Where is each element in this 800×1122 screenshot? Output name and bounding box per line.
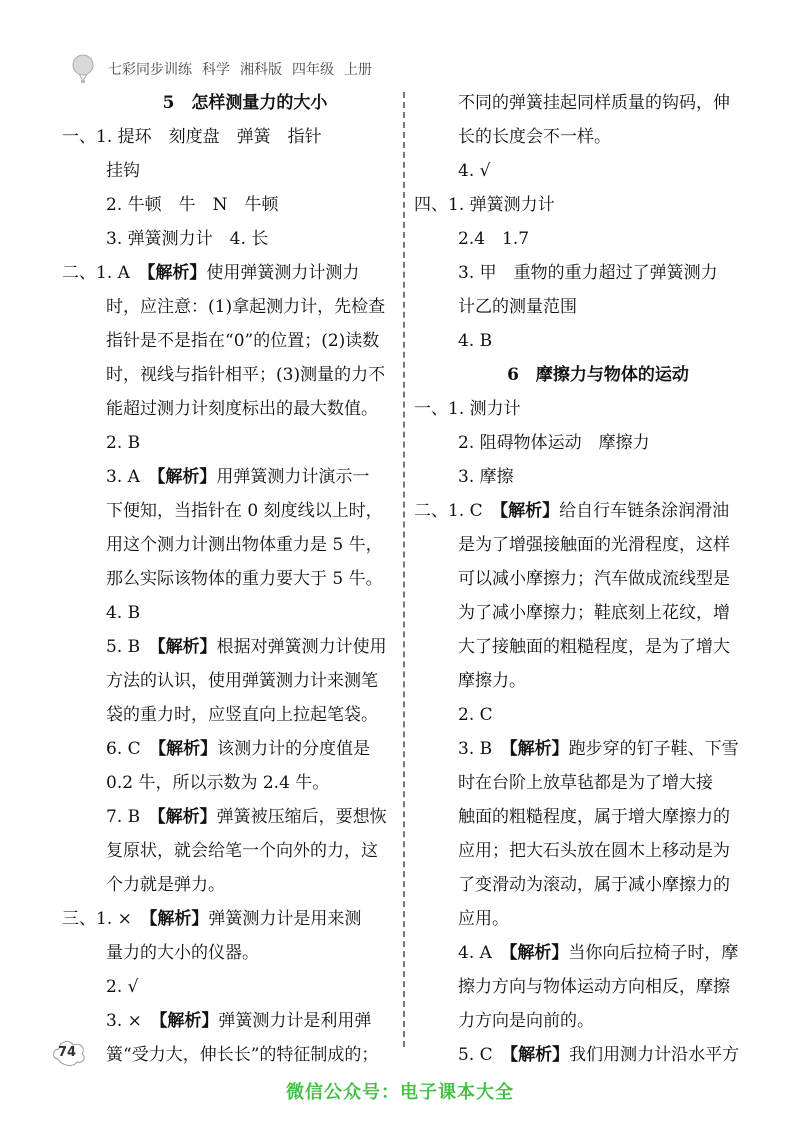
page-number-badge [58, 1045, 76, 1060]
answer-line: 三、1. × 【解析】弹簧测力计是用来测 [62, 909, 362, 929]
answer-line: 2. 牛顿 牛 N 牛顿 [106, 195, 279, 215]
answer-line: 可以减小摩擦力；汽车做成流线型是 [458, 569, 730, 589]
section-title: 6 摩擦力与物体的运动 [507, 365, 689, 385]
answer-line: 4. √ [458, 161, 491, 181]
answer-line: 应用；把大石头放在圆木上移动是为 [458, 841, 730, 861]
answer-line: 2.4 1.7 [458, 229, 530, 249]
analysis-tag: 【解析】 [148, 909, 209, 929]
header-series: 七彩同步训练 [108, 62, 192, 78]
analysis-tag: 【解析】 [157, 637, 217, 657]
analysis-tag: 【解析】 [156, 467, 217, 487]
answer-line: 一、1. 测力计 [414, 399, 521, 419]
analysis-tag: 【解析】 [157, 807, 217, 827]
left-column [62, 86, 398, 1072]
answer-line: 了变滑动为滚动，属于减小摩擦力的 [458, 875, 730, 895]
answer-line: 4. B [458, 331, 493, 351]
answer-line: 2. C [458, 705, 493, 725]
answer-line: 二、1. A 【解析】使用弹簧测力计测力 [62, 263, 360, 283]
answer-line: 四、1. 弹簧测力计 [414, 195, 555, 215]
answer-line: 3. 摩擦 [458, 467, 514, 487]
answer-line: 7. B 【解析】弹簧被压缩后，要想恢 [106, 807, 387, 827]
analysis-tag: 【解析】 [146, 263, 207, 283]
answer-line: 2. 阻碍物体运动 摩擦力 [458, 433, 650, 453]
answer-line: 能超过测力计刻度标出的最大数值。 [106, 399, 378, 419]
answer-line: 复原状，就会给笔一个向外的力，这 [106, 841, 378, 861]
watermark-text: 微信公众号：电子课本大全 [286, 1082, 514, 1103]
analysis-tag: 【解析】 [509, 1045, 570, 1065]
answer-line: 个力就是弹力。 [106, 875, 225, 895]
answer-line: 不同的弹簧挂起同样质量的钩码，伸 [458, 93, 730, 113]
right-column [414, 86, 740, 1072]
analysis-tag: 【解析】 [157, 739, 218, 759]
answer-line: 5. B 【解析】根据对弹簧测力计使用 [106, 637, 387, 657]
answer-line: 袋的重力时，应竖直向上拉起笔袋。 [106, 705, 378, 725]
answer-line: 挂钩 [106, 161, 140, 181]
header-subject: 科学 [202, 62, 230, 78]
section-title: 5 怎样测量力的大小 [162, 93, 328, 113]
header-volume: 上册 [344, 62, 372, 78]
answer-line: 为了减小摩擦力；鞋底刻上花纹，增 [458, 603, 730, 623]
column-divider [403, 92, 405, 1047]
answer-line: 指针是不是指在“0”的位置；(2)读数 [106, 331, 380, 351]
answer-line: 应用。 [458, 909, 509, 929]
balloon-logo-icon [70, 54, 96, 84]
answer-line: 2. B [106, 433, 141, 453]
answer-line: 一、1. 提环 刻度盘 弹簧 指针 [62, 127, 322, 147]
answer-line: 方法的认识，使用弹簧测力计来测笔 [106, 671, 378, 691]
answer-line: 计乙的测量范围 [458, 297, 577, 317]
answer-line: 3. × 【解析】弹簧测力计是利用弹 [106, 1011, 372, 1031]
answer-line: 摩擦力。 [458, 671, 526, 691]
header-grade: 四年级 [292, 62, 334, 78]
page-header [70, 52, 372, 86]
answer-line: 3. B 【解析】跑步穿的钉子鞋、下雪 [458, 739, 739, 759]
answer-line: 那么实际该物体的重力要大于 5 牛。 [106, 569, 383, 589]
answer-line: 3. 甲 重物的重力超过了弹簧测力 [458, 263, 718, 283]
page-number: 74 [58, 1045, 77, 1060]
answer-line: 触面的粗糙程度，属于增大摩擦力的 [458, 807, 730, 827]
answer-line: 是为了增强接触面的光滑程度，这样 [458, 535, 730, 555]
answer-line: 5. C 【解析】我们用测力计沿水平方 [458, 1045, 740, 1065]
analysis-tag: 【解析】 [509, 739, 569, 759]
answer-line: 3. A 【解析】用弹簧测力计演示一 [106, 467, 370, 487]
answer-line: 长的长度会不一样。 [458, 127, 611, 147]
answer-line: 簧“受力大，伸长长”的特征制成的； [106, 1045, 379, 1065]
answer-line: 2. √ [106, 977, 139, 997]
answer-line: 二、1. C 【解析】给自行车链条涂润滑油 [414, 501, 730, 521]
answer-line: 用这个测力计测出物体重力是 5 牛， [106, 535, 383, 555]
answer-line: 4. A 【解析】当你向后拉椅子时，摩 [458, 943, 739, 963]
analysis-tag: 【解析】 [499, 501, 560, 521]
answer-line: 擦力方向与物体运动方向相反，摩擦 [458, 977, 730, 997]
answer-line: 0.2 牛，所以示数为 2.4 牛。 [106, 773, 330, 793]
answer-line: 时，视线与指针相平；(3)测量的力不 [106, 365, 386, 385]
answer-line: 4. B [106, 603, 141, 623]
answer-line: 力方向是向前的。 [458, 1011, 594, 1031]
answer-line: 量力的大小的仪器。 [106, 943, 259, 963]
header-edition: 湘科版 [240, 62, 282, 78]
analysis-tag: 【解析】 [158, 1011, 219, 1031]
answer-line: 时，应注意：(1)拿起测力计，先检查 [106, 297, 386, 317]
answer-line: 时在台阶上放草毡都是为了增大接 [458, 773, 713, 793]
answer-line: 大了接触面的粗糙程度，是为了增大 [458, 637, 730, 657]
answer-line: 3. 弹簧测力计 4. 长 [106, 229, 269, 249]
analysis-tag: 【解析】 [508, 943, 569, 963]
answer-line: 下便知，当指针在 0 刻度线以上时， [106, 501, 383, 521]
answer-line: 6. C 【解析】该测力计的分度值是 [106, 739, 371, 759]
